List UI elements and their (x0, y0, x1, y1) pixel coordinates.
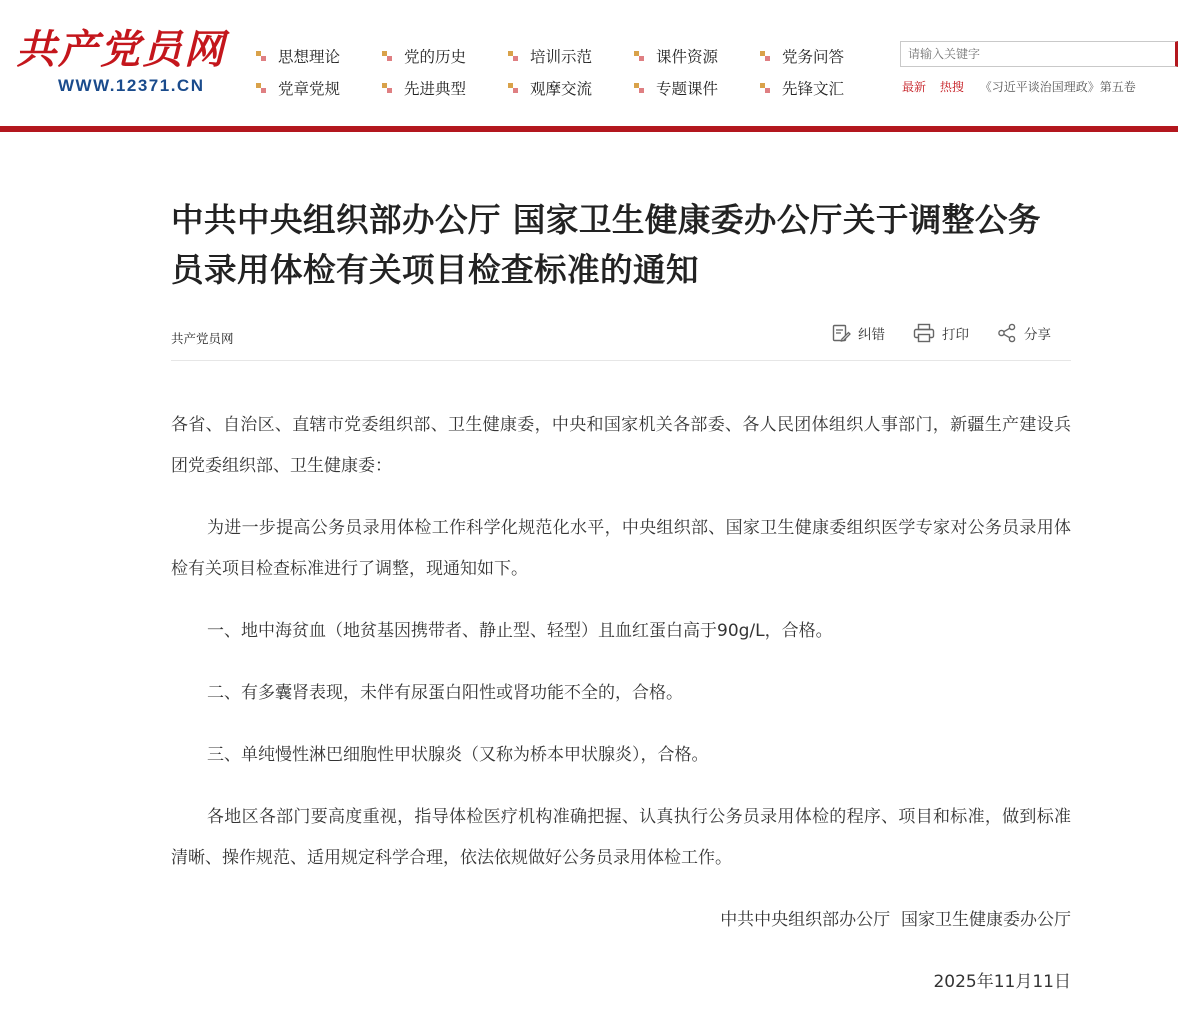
article (171, 195, 1071, 992)
share-icon (997, 323, 1017, 343)
share-button[interactable] (997, 323, 1051, 343)
article-meta (171, 319, 1071, 361)
correct-label: 纠错 (858, 327, 885, 343)
nav-item-label: 党务问答 (782, 48, 845, 66)
main-nav (256, 42, 886, 106)
logo-url: WWW.12371.CN (58, 76, 205, 95)
nav-bullet-icon (634, 83, 644, 93)
nav-row-2 (256, 74, 886, 106)
item-paragraph-3: 三、单纯慢性淋巴细胞性甲状腺炎（又称为桥本甲状腺炎），合格。 (207, 745, 709, 765)
share-label: 分享 (1024, 327, 1051, 343)
article-tools (803, 323, 1051, 343)
nav-item-label: 专题课件 (656, 80, 719, 98)
printer-icon (913, 323, 935, 343)
logo-text: 共产党员网 (16, 26, 226, 73)
nav-item-label: 观摩交流 (530, 80, 593, 98)
item-paragraph-2: 二、有多囊肾表现，未伴有尿蛋白阳性或肾功能不全的，合格。 (207, 683, 683, 703)
nav-item-guanmo[interactable] (508, 74, 592, 102)
print-button[interactable] (913, 323, 969, 343)
nav-bullet-icon (634, 51, 644, 61)
article-source: 共产党员网 (171, 331, 234, 346)
article-date: 2025年11月11日 (933, 972, 1071, 992)
nav-bullet-icon (508, 83, 518, 93)
hot-search-link[interactable]: 热搜 (939, 80, 964, 94)
nav-bullet-icon (508, 51, 518, 61)
nav-item-label: 思想理论 (278, 48, 341, 66)
hot-search-row (902, 78, 1136, 95)
correct-button[interactable] (831, 323, 885, 343)
site-logo[interactable] (16, 26, 231, 106)
nav-bullet-icon (760, 51, 770, 61)
nav-item-dangwu[interactable] (760, 42, 844, 70)
nav-item-kejian[interactable] (634, 42, 718, 70)
nav-item-label: 党的历史 (404, 48, 467, 66)
nav-item-sixiang[interactable] (256, 42, 340, 70)
intro-paragraph: 为进一步提高公务员录用体检工作科学化规范化水平，中央组织部、国家卫生健康委组织医学专家对公务员录用体检有关项目检查标准进行了调整，现通知如下。 (171, 518, 1071, 579)
closing-paragraph: 各地区各部门要高度重视，指导体检医疗机构准确把握、认真执行公务员录用体检的程序、项目和标准，做到标准清晰、操作规范、适用规定科学合理，依法依规做好公务员录用体检工作。 (171, 807, 1071, 868)
search-input[interactable] (901, 42, 1175, 66)
edit-icon (831, 323, 851, 343)
nav-item-label: 先进典型 (404, 80, 467, 98)
nav-item-zhuanti[interactable] (634, 74, 718, 102)
nav-bullet-icon (256, 51, 266, 61)
nav-row-1 (256, 42, 886, 74)
nav-item-peixun[interactable] (508, 42, 592, 70)
site-header (0, 0, 1178, 128)
nav-bullet-icon (382, 83, 392, 93)
nav-item-dangzhang[interactable] (256, 74, 340, 102)
search-box (900, 41, 1178, 67)
nav-item-xianjin[interactable] (382, 74, 466, 102)
header-divider (0, 126, 1178, 132)
nav-bullet-icon (382, 51, 392, 61)
nav-item-label: 培训示范 (530, 48, 593, 66)
nav-bullet-icon (256, 83, 266, 93)
article-body (171, 405, 1071, 1003)
item-paragraph-1: 一、地中海贫血（地贫基因携带者、静止型、轻型）且血红蛋白高于90g/L，合格。 (207, 621, 833, 641)
article-signature: 中共中央组织部办公厅 国家卫生健康委办公厅 (720, 910, 1071, 930)
nav-item-lishi[interactable] (382, 42, 466, 70)
nav-item-xianfeng[interactable] (760, 74, 844, 102)
nav-bullet-icon (760, 83, 770, 93)
hot-latest-link[interactable]: 最新 (902, 80, 927, 94)
nav-item-label: 课件资源 (656, 48, 719, 66)
nav-item-label: 党章党规 (278, 80, 341, 98)
nav-item-label: 先锋文汇 (782, 80, 845, 98)
print-label: 打印 (942, 327, 969, 343)
article-title: 中共中央组织部办公厅 国家卫生健康委办公厅关于调整公务员录用体检有关项目检查标准的通知 (171, 201, 1041, 289)
salutation-paragraph: 各省、自治区、直辖市党委组织部、卫生健康委，中央和国家机关各部委、各人民团体组织人事部门，新疆生产建设兵团党委组织部、卫生健康委： (171, 415, 1071, 476)
hot-topic-link[interactable]: 《习近平谈治国理政》第五卷 (979, 80, 1136, 94)
